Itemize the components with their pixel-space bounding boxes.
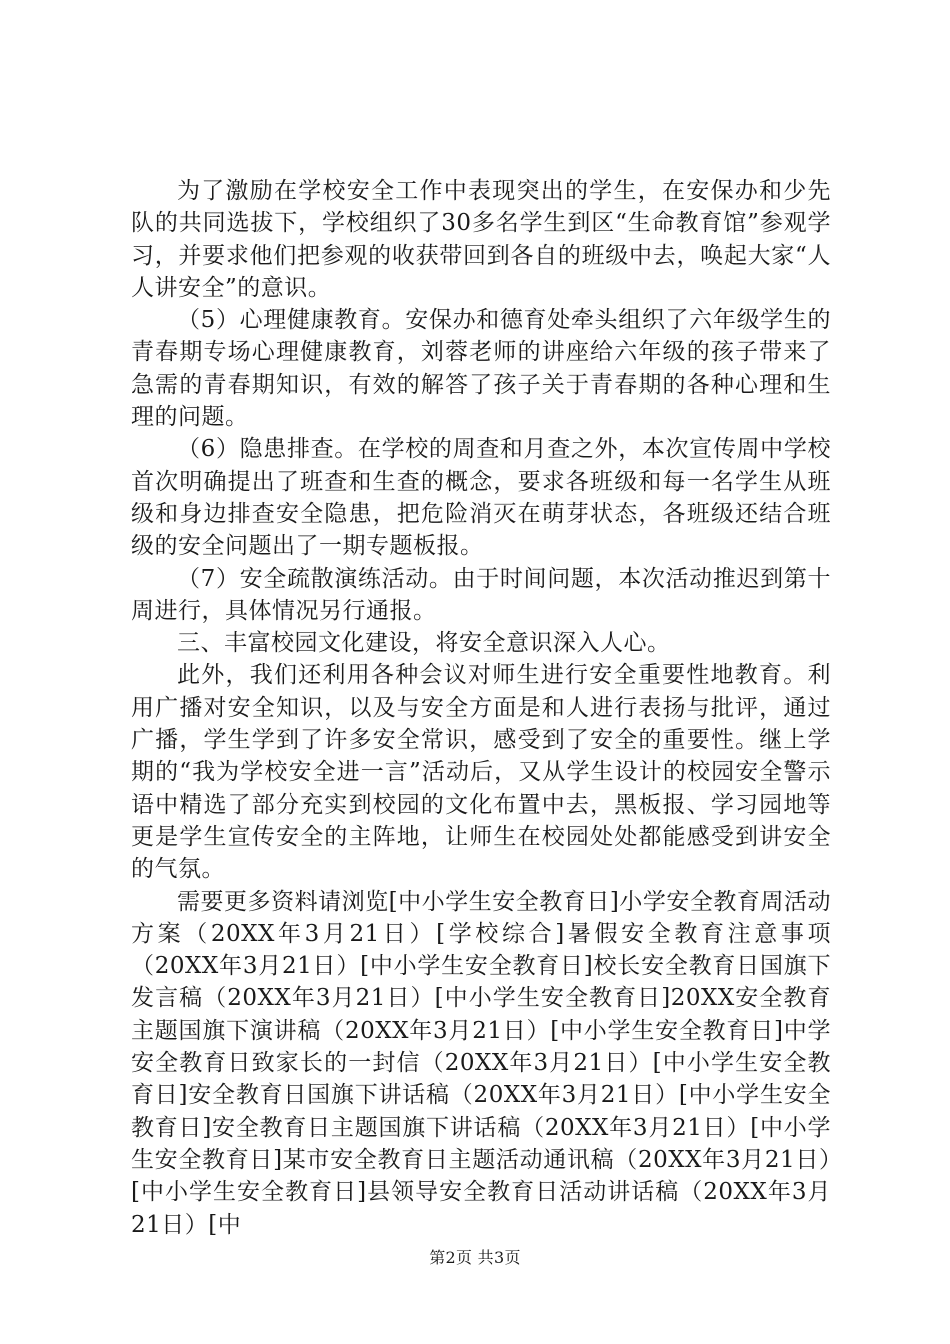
paragraph-evacuation-drill: （7）安全疏散演练活动。由于时间问题，本次活动推迟到第十周进行，具体情况另行通报。 bbox=[131, 565, 831, 624]
section-heading-campus-culture: 三、丰富校园文化建设，将安全意识深入人心。 bbox=[177, 630, 671, 657]
paragraph-hazard-check: （6）隐患排查。在学校的周查和月查之外，本次宣传周中学校首次明确提出了班查和生查的概念，要求各班级和每一名学生从班级和身边排查安全隐患，把危险消灭在萌芽状态，各班级还结合班级的安全问题出了一期专题板报。 bbox=[131, 436, 831, 560]
paragraph-safety-education: 此外，我们还利用各种会议对师生进行安全重要性地教育。利用广播对安全知识，以及与安全方面是和人进行表扬与批评，通过广播，学生学到了许多安全常识，感受到了安全的重要性。继上学期的“我为学校安全进一言”活动后，又从学生设计的校园安全警示语中精选了部分充实到校园的文化布置中去，黑板报、学习园地等更是学生宣传安全的主阵地，让师生在校园处处都能感受到讲安全的气氛。 bbox=[131, 662, 831, 883]
page-number-footer: 第2页 共3页 bbox=[429, 1248, 521, 1267]
document-body bbox=[131, 175, 831, 1241]
paragraph-student-incentive: 为了激励在学校安全工作中表现突出的学生，在安保办和少先队的共同选拔下，学校组织了30多名学生到区“生命教育馆”参观学习，并要求他们把参观的收获带回到各自的班级中去，唤起大家“人人讲安全”的意识。 bbox=[131, 178, 831, 301]
paragraph-more-resources: 需要更多资料请浏览[中小学生安全教育日]小学安全教育周活动方案（20XX年3月21日）[学校综合]暑假安全教育注意事项（20XX年3月21日）[中小学生安全教育日]校长安全教育日国旗下发言稿（20XX年3月21日）[中小学生安全教育日]20XX安全教育主题国旗下演讲稿（20XX年3月21日）[中小学生安全教育日]中学安全教育日致家长的一封信（20XX年3月21日）[中小学生安全教育日]安全教育日国旗下讲话稿（20XX年3月21日）[中小学生安全教育日]安全教育日主题国旗下讲话稿（20XX年3月21日）[中小学生安全教育日]某市安全教育日主题活动通讯稿（20XX年3月21日）[中小学生安全教育日]县领导安全教育日活动讲话稿（20XX年3月21日）[中 bbox=[131, 888, 831, 1238]
paragraph-mental-health: （5）心理健康教育。安保办和德育处牵头组织了六年级学生的青春期专场心理健康教育，刘蓉老师的讲座给六年级的孩子带来了急需的青春期知识，有效的解答了孩子关于青春期的各种心理和生理的问题。 bbox=[131, 307, 831, 431]
